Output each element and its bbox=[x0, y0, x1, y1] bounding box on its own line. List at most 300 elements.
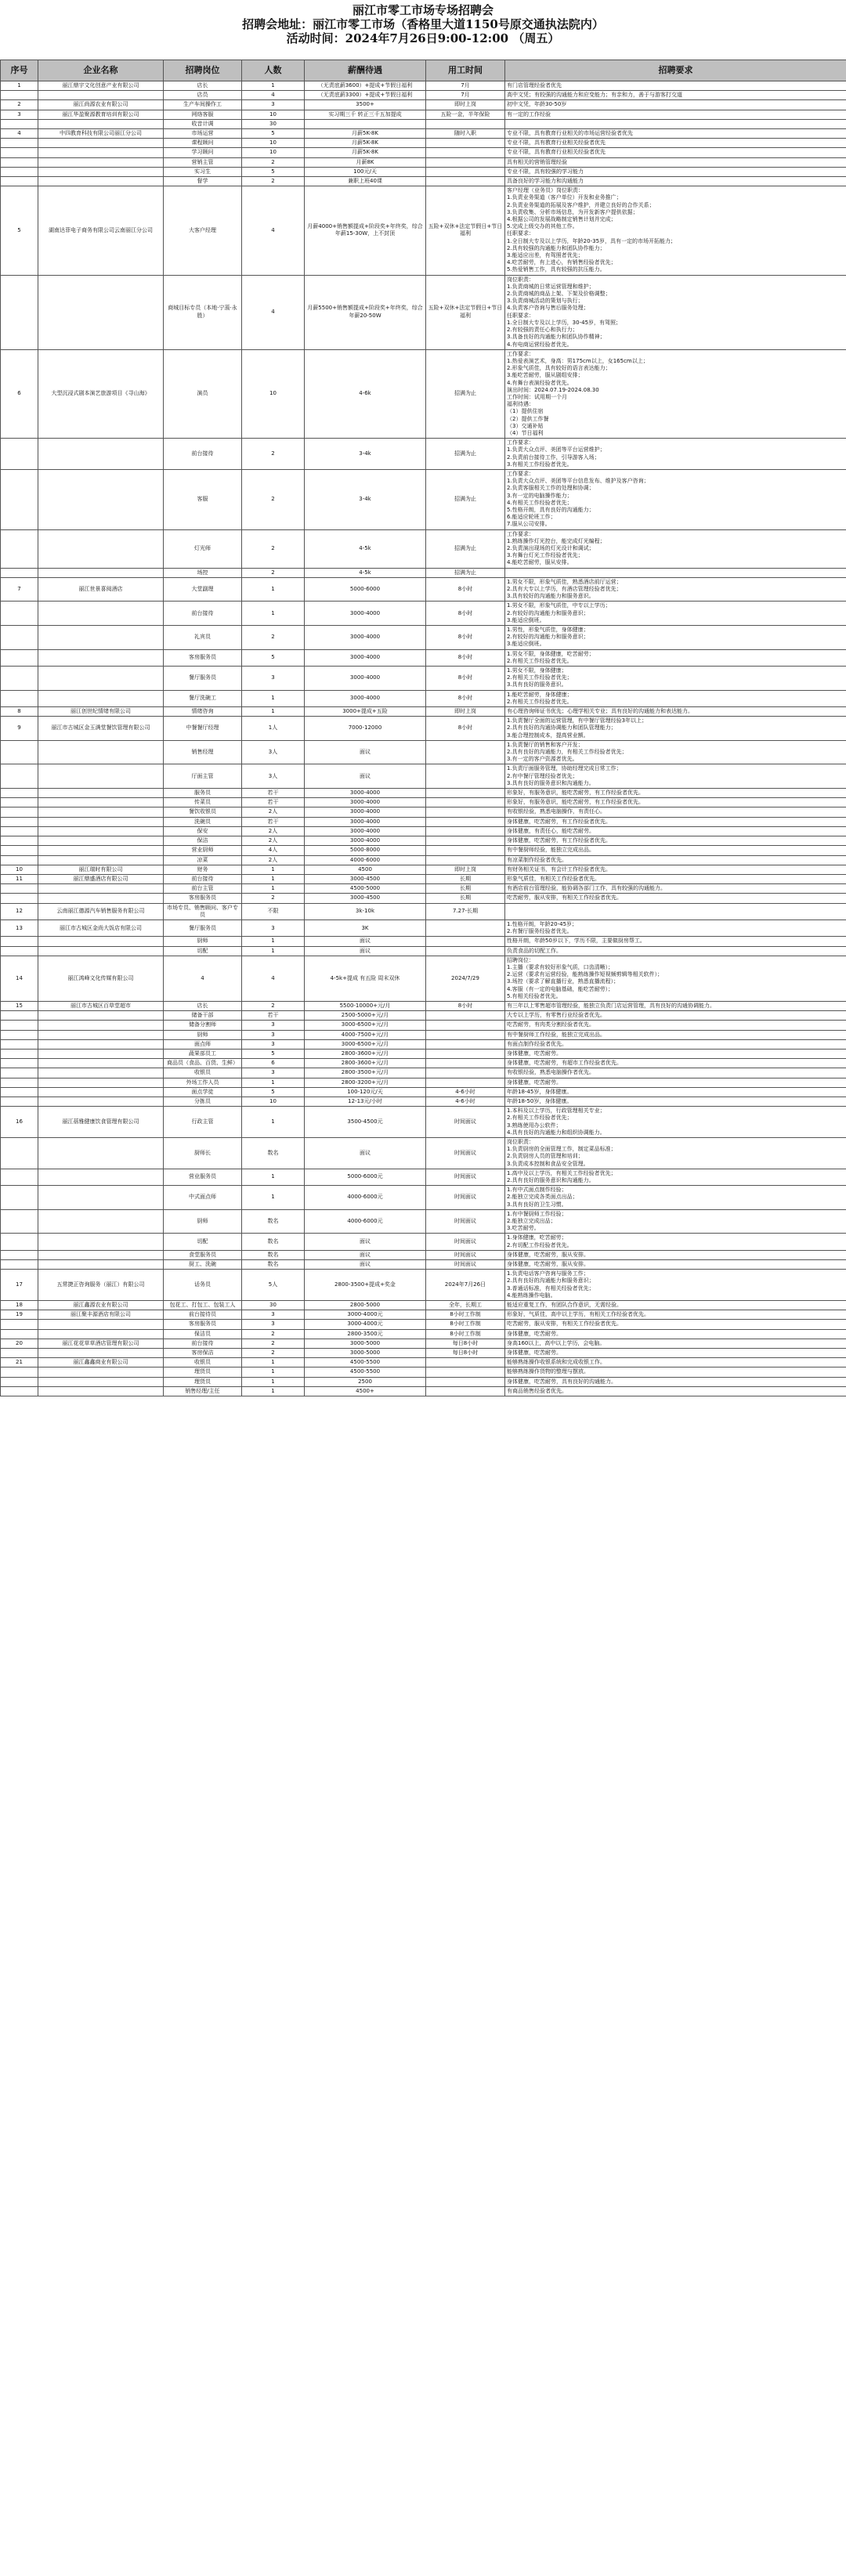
table-row bbox=[1, 707, 846, 717]
cell-count: 若干 bbox=[242, 817, 305, 826]
cell-count: 3人 bbox=[242, 764, 305, 789]
cell-count: 2 bbox=[242, 469, 305, 529]
cell-no bbox=[1, 1349, 38, 1358]
cell-requirements: 形象好，气质佳，高中以上学历，有相关工作经验者优先。 bbox=[505, 1310, 846, 1320]
cell-company bbox=[38, 1039, 164, 1049]
cell-no bbox=[1, 1078, 38, 1087]
jobs-table bbox=[0, 60, 846, 1396]
table-row bbox=[1, 1301, 846, 1310]
cell-time: 时间面议 bbox=[426, 1107, 505, 1138]
cell-count: 2人 bbox=[242, 807, 305, 817]
table-row bbox=[1, 789, 846, 798]
cell-job: 理货员 bbox=[164, 1367, 242, 1377]
cell-job: 客房服务员 bbox=[164, 1320, 242, 1329]
cell-no bbox=[1, 275, 38, 349]
cell-company: 丽江市古城区金尚大饭店有限公司 bbox=[38, 919, 164, 936]
table-row bbox=[1, 469, 846, 529]
cell-company bbox=[38, 1078, 164, 1087]
cell-no bbox=[1, 1097, 38, 1106]
cell-job: 理货员 bbox=[164, 1377, 242, 1386]
cell-no bbox=[1, 529, 38, 568]
cell-company bbox=[38, 1087, 164, 1097]
cell-salary: 面议 bbox=[305, 1260, 426, 1270]
cell-count: 数名 bbox=[242, 1260, 305, 1270]
cell-salary: 3000-4000 bbox=[305, 626, 426, 650]
cell-time bbox=[426, 946, 505, 956]
table-row bbox=[1, 186, 846, 275]
cell-time bbox=[426, 740, 505, 764]
cell-salary: 3000-4000 bbox=[305, 789, 426, 798]
table-row bbox=[1, 717, 846, 741]
cell-requirements: 1.男性，形象气质佳，身体健康； 2.有较好的沟通能力和服务意识； 3.能适应倒班。 bbox=[505, 626, 846, 650]
cell-requirements: 身体健康，吃苦耐劳，服从安排。 bbox=[505, 1260, 846, 1270]
cell-count: 1 bbox=[242, 937, 305, 946]
cell-salary: 3-4k bbox=[305, 469, 426, 529]
table-row bbox=[1, 1087, 846, 1097]
cell-job: 厅面主管 bbox=[164, 764, 242, 789]
cell-count: 1 bbox=[242, 707, 305, 717]
cell-company bbox=[38, 1329, 164, 1339]
cell-requirements: 吃苦耐劳，有肉类分割经验者优先。 bbox=[505, 1021, 846, 1030]
cell-salary: 4000-7500+元/月 bbox=[305, 1030, 426, 1039]
cell-company: 丽江蓓雅健康饮食管理有限公司 bbox=[38, 1107, 164, 1138]
cell-time bbox=[426, 807, 505, 817]
cell-company bbox=[38, 798, 164, 807]
cell-job: 客房服务员 bbox=[164, 894, 242, 903]
cell-requirements: 1.能吃苦耐劳，身体健康； 2.有相关工作经验者优先。 bbox=[505, 690, 846, 706]
cell-time: 8小时工作制 bbox=[426, 1320, 505, 1329]
cell-time bbox=[426, 1386, 505, 1396]
cell-time: 2024年7月26日 bbox=[426, 1270, 505, 1301]
cell-company bbox=[38, 1386, 164, 1396]
table-row bbox=[1, 874, 846, 883]
cell-time: 4-6小时 bbox=[426, 1087, 505, 1097]
cell-requirements: 有一定的工作经验 bbox=[505, 110, 846, 119]
cell-no: 4 bbox=[1, 129, 38, 139]
cell-time: 8小时 bbox=[426, 649, 505, 666]
table-row bbox=[1, 91, 846, 100]
cell-time: 时间面议 bbox=[426, 1260, 505, 1270]
cell-requirements: 身体健康，吃苦耐劳，有工作经验者优先。 bbox=[505, 817, 846, 826]
cell-company bbox=[38, 275, 164, 349]
cell-time bbox=[426, 1068, 505, 1078]
cell-no: 7 bbox=[1, 577, 38, 602]
fair-location: 招聘会地址：丽江市零工市场（香格里大道1150号原交通执法院内） bbox=[242, 17, 604, 31]
table-row bbox=[1, 1386, 846, 1396]
cell-no bbox=[1, 439, 38, 470]
table-row bbox=[1, 946, 846, 956]
table-row bbox=[1, 110, 846, 119]
cell-company bbox=[38, 626, 164, 650]
table-row bbox=[1, 667, 846, 691]
cell-salary: 2800-3200+元/月 bbox=[305, 1078, 426, 1087]
cell-count: 不限 bbox=[242, 903, 305, 919]
cell-job: 客服 bbox=[164, 469, 242, 529]
cell-company bbox=[38, 1138, 164, 1169]
cell-count: 2 bbox=[242, 157, 305, 167]
cell-requirements: 身体健康，吃苦耐劳。 bbox=[505, 1049, 846, 1058]
cell-job: 销售经理 bbox=[164, 740, 242, 764]
cell-count: 4 bbox=[242, 186, 305, 275]
cell-no bbox=[1, 1059, 38, 1068]
cell-job: 中式面点师 bbox=[164, 1186, 242, 1210]
cell-time: 每日8小时 bbox=[426, 1339, 505, 1348]
table-body bbox=[1, 81, 846, 1396]
table-row bbox=[1, 568, 846, 577]
cell-job: 灯光师 bbox=[164, 529, 242, 568]
cell-no bbox=[1, 1030, 38, 1039]
cell-job: 客房服务员 bbox=[164, 649, 242, 666]
table-row bbox=[1, 275, 846, 349]
page-title: 丽江市零工市场专场招聘会 bbox=[352, 3, 494, 17]
cell-company: 丽江聚丰源酒店有限公司 bbox=[38, 1310, 164, 1320]
cell-job: 商城目标专员（本地·宁蒗·永胜） bbox=[164, 275, 242, 349]
cell-requirements: 有酒店前台管理经验，能协调各部门工作，具有较强的沟通能力。 bbox=[505, 884, 846, 894]
cell-salary: 月薪8K bbox=[305, 157, 426, 167]
cell-job: 大客户经理 bbox=[164, 186, 242, 275]
table-row bbox=[1, 1030, 846, 1039]
cell-count: 若干 bbox=[242, 789, 305, 798]
cell-no bbox=[1, 1087, 38, 1097]
cell-requirements: 能够熟练操作货物的整理与摆放。 bbox=[505, 1367, 846, 1377]
cell-salary: 2500 bbox=[305, 1377, 426, 1386]
cell-job: 收音计调 bbox=[164, 119, 242, 128]
cell-count: 3 bbox=[242, 919, 305, 936]
cell-salary: 面议 bbox=[305, 1250, 426, 1259]
cell-requirements: 1.本科及以上学历，行政管理相关专业； 2.有相关工作经验者优先； 3.熟练使用办公软件； 4.具有良好的沟通能力和组织协调能力。 bbox=[505, 1107, 846, 1138]
cell-company: 丽江花花草草酒店管理有限公司 bbox=[38, 1339, 164, 1348]
cell-salary: 2500-5000+元/月 bbox=[305, 1011, 426, 1021]
cell-job: 厨工、洗碗 bbox=[164, 1260, 242, 1270]
col-header-salary: 薪酬待遇 bbox=[305, 60, 426, 81]
table-row bbox=[1, 129, 846, 139]
cell-salary: 100元/天 bbox=[305, 167, 426, 176]
cell-job: 前台主管 bbox=[164, 884, 242, 894]
cell-requirements: 负责食品的切配工作。 bbox=[505, 946, 846, 956]
cell-count: 1 bbox=[242, 81, 305, 91]
cell-time bbox=[426, 1030, 505, 1039]
table-row bbox=[1, 157, 846, 167]
cell-time bbox=[426, 139, 505, 148]
cell-salary: 12-13元/小时 bbox=[305, 1097, 426, 1106]
cell-company bbox=[38, 1377, 164, 1386]
cell-job: 话务员 bbox=[164, 1270, 242, 1301]
cell-requirements: 身体健康，吃苦耐劳，服从安排。 bbox=[505, 1250, 846, 1259]
cell-requirements: 专业不限，具有教育行业相关经验者优先 bbox=[505, 148, 846, 157]
cell-no bbox=[1, 937, 38, 946]
cell-job: 蔬果部员工 bbox=[164, 1049, 242, 1058]
cell-count: 1 bbox=[242, 1169, 305, 1185]
cell-company bbox=[38, 667, 164, 691]
cell-time: 五险+双休+法定节假日+节日福利 bbox=[426, 275, 505, 349]
cell-company bbox=[38, 1169, 164, 1185]
cell-requirements: 工作要求： 1.负责大众点评、美团等平台运营维护； 2.负责前台接待工作，引导游客入场； 3.有相关工作经验者优先。 bbox=[505, 439, 846, 470]
cell-job: 厨师长 bbox=[164, 1138, 242, 1169]
cell-job: 厨师 bbox=[164, 1030, 242, 1039]
cell-job: 保安 bbox=[164, 826, 242, 836]
cell-salary: 2800-3500元 bbox=[305, 1329, 426, 1339]
cell-no bbox=[1, 1011, 38, 1021]
cell-job: 切配 bbox=[164, 1234, 242, 1250]
cell-count: 1 bbox=[242, 1078, 305, 1087]
cell-no bbox=[1, 764, 38, 789]
cell-no bbox=[1, 148, 38, 157]
table-row bbox=[1, 577, 846, 602]
cell-job: 切配 bbox=[164, 946, 242, 956]
cell-job: 前台接待 bbox=[164, 439, 242, 470]
cell-salary: 3000-4000 bbox=[305, 798, 426, 807]
cell-time bbox=[426, 789, 505, 798]
cell-no: 20 bbox=[1, 1339, 38, 1348]
cell-salary: 4000-6000 bbox=[305, 855, 426, 865]
cell-job: 前台接待 bbox=[164, 1339, 242, 1348]
cell-time: 随时入职 bbox=[426, 129, 505, 139]
cell-count: 2 bbox=[242, 1001, 305, 1010]
table-row bbox=[1, 81, 846, 91]
cell-job: 凉菜 bbox=[164, 855, 242, 865]
table-row bbox=[1, 740, 846, 764]
cell-count: 5 bbox=[242, 129, 305, 139]
cell-time: 即时上岗 bbox=[426, 865, 505, 874]
cell-time bbox=[426, 937, 505, 946]
cell-job: 前台接待 bbox=[164, 602, 242, 626]
cell-count: 1 bbox=[242, 865, 305, 874]
cell-job: 餐厅服务员 bbox=[164, 667, 242, 691]
cell-job: 实习生 bbox=[164, 167, 242, 176]
cell-salary: 月薪5500+销售额提成+阶段奖+年终奖，综合年薪20-50W bbox=[305, 275, 426, 349]
cell-no bbox=[1, 1260, 38, 1270]
cell-requirements: 岗位职责： 1.负责厨房的全面管理工作，制定菜品标准； 2.负责厨房人员的管理和培训； 3.负责成本控制和食品安全管理。 bbox=[505, 1138, 846, 1169]
cell-company bbox=[38, 807, 164, 817]
cell-requirements: 形象气质佳，有相关工作经验者优先。 bbox=[505, 874, 846, 883]
activity-time: 活动时间：2024年7月26日9:00-12:00 （周五） bbox=[286, 31, 560, 45]
cell-requirements: 具有相关的营销管理经验 bbox=[505, 157, 846, 167]
cell-time: 即时上岗 bbox=[426, 707, 505, 717]
cell-count: 10 bbox=[242, 148, 305, 157]
cell-company bbox=[38, 148, 164, 157]
cell-job: 营销主管 bbox=[164, 157, 242, 167]
cell-requirements: 有中餐厨师工作经验，能独立完成出品。 bbox=[505, 1030, 846, 1039]
cell-count: 30 bbox=[242, 1301, 305, 1310]
cell-salary: 4000-6000元 bbox=[305, 1209, 426, 1234]
col-header-count: 人数 bbox=[242, 60, 305, 81]
cell-requirements: 1.男女不限，身体健康； 2.有相关工作经验者优先； 3.具有良好的服务意识。 bbox=[505, 667, 846, 691]
table-row bbox=[1, 798, 846, 807]
cell-time: 8小时 bbox=[426, 1001, 505, 1010]
cell-company bbox=[38, 1021, 164, 1030]
cell-salary: 3500-4500元 bbox=[305, 1107, 426, 1138]
cell-job: 餐饮收银员 bbox=[164, 807, 242, 817]
table-row bbox=[1, 1209, 846, 1234]
cell-count: 1 bbox=[242, 884, 305, 894]
cell-job: 督学 bbox=[164, 177, 242, 186]
table-row bbox=[1, 1260, 846, 1270]
table-row bbox=[1, 1001, 846, 1010]
table-row bbox=[1, 1339, 846, 1348]
sheet-header bbox=[0, 0, 846, 60]
cell-no bbox=[1, 1234, 38, 1250]
cell-count: 10 bbox=[242, 1097, 305, 1106]
cell-salary: 3000-4000元 bbox=[305, 1310, 426, 1320]
cell-requirements: 专业不限，具有教育行业相关经验者优先 bbox=[505, 139, 846, 148]
cell-no bbox=[1, 846, 38, 855]
cell-time: 长期 bbox=[426, 884, 505, 894]
cell-requirements bbox=[505, 903, 846, 919]
col-header-no: 序号 bbox=[1, 60, 38, 81]
cell-time: 2024/7/29 bbox=[426, 956, 505, 1001]
cell-no bbox=[1, 626, 38, 650]
cell-requirements: 能适应重复工作，有团队合作意识，无需经验。 bbox=[505, 1301, 846, 1310]
cell-job: 储备分割师 bbox=[164, 1021, 242, 1030]
table-row bbox=[1, 1186, 846, 1210]
table-row bbox=[1, 626, 846, 650]
cell-count: 3 bbox=[242, 100, 305, 110]
cell-requirements: 工作要求： 1.熟练操作灯光控台，能完成灯光编程； 2.负责演出现场的灯光设计和调试； 3.有舞台灯光工作经验者优先； 4.能吃苦耐劳，服从安排。 bbox=[505, 529, 846, 568]
cell-count: 5 bbox=[242, 167, 305, 176]
cell-requirements: 客户经理（业务员）岗位职责： 1.负责业务渠道（客户单位）开发和业务推广； 2.负责业务渠道的拓展及客户维护，并建立良好的合作关系； 3.负责收集、分析市场信息，为开发新客户提供依据； 4.根据公司的发展战略制定销售计划并完成； 5.完成上级交办的其他工作。 任职要求： 1.全日制大专及以上学历，年龄20-35岁，具有一定的市场开拓能力； 2.具有较强的沟通能力和团队协作能力； 3.能适应出差，有驾照者优先； 4.吃苦耐劳，有上进心，有销售经验者优先； 5.热爱销售工作，具有较强的抗压能力。 bbox=[505, 186, 846, 275]
table-row bbox=[1, 1250, 846, 1259]
cell-salary: 4500 bbox=[305, 865, 426, 874]
cell-salary: 面议 bbox=[305, 1138, 426, 1169]
cell-time: 每日8小时 bbox=[426, 1349, 505, 1358]
cell-job: 保洁员 bbox=[164, 1329, 242, 1339]
cell-salary: 3000-4500 bbox=[305, 874, 426, 883]
cell-company bbox=[38, 1049, 164, 1058]
cell-requirements: 1.男女不限，形象气质佳，熟悉酒店前厅运营； 2.具有大专以上学历，有酒店管理经验者优先； 3.具有较好的沟通能力和服务意识。 bbox=[505, 577, 846, 602]
table-row bbox=[1, 817, 846, 826]
cell-company bbox=[38, 1367, 164, 1377]
cell-count: 2人 bbox=[242, 855, 305, 865]
cell-job: 营业服务员 bbox=[164, 1169, 242, 1185]
cell-no bbox=[1, 789, 38, 798]
cell-count: 2 bbox=[242, 177, 305, 186]
cell-company bbox=[38, 177, 164, 186]
cell-no bbox=[1, 602, 38, 626]
cell-requirements: 身高160以上，高中以上学历，会电脑。 bbox=[505, 1339, 846, 1348]
cell-time: 7.27-长期 bbox=[426, 903, 505, 919]
table-row bbox=[1, 956, 846, 1001]
cell-time: 五险+双休+法定节假日+节日福利 bbox=[426, 186, 505, 275]
cell-company bbox=[38, 602, 164, 626]
table-row bbox=[1, 836, 846, 846]
cell-requirements: 有心理咨询师证书优先；心理学相关专业；具有良好的沟通能力和表达能力。 bbox=[505, 707, 846, 717]
cell-time: 7月 bbox=[426, 81, 505, 91]
cell-salary: 4-5k bbox=[305, 529, 426, 568]
cell-job: 面点师 bbox=[164, 1039, 242, 1049]
cell-company bbox=[38, 157, 164, 167]
table-row bbox=[1, 602, 846, 626]
cell-count: 2 bbox=[242, 529, 305, 568]
cell-requirements: 身体健康，吃苦耐劳。 bbox=[505, 1078, 846, 1087]
cell-requirements: 岗位职责： 1.负责商城的日常运营管理和维护； 2.负责商城的商品上架、下架及价格调整； 3.负责商城活动的策划与执行； 4.负责客户咨询与售后服务处理； 任职要求： 1.全日制大专及以上学历，30-45岁，有驾照； 2.有较强的责任心和执行力； 3.具备良好的沟通能力和团队协作精神； 4.有电商运营经验者优先。 bbox=[505, 275, 846, 349]
cell-job: 食堂服务员 bbox=[164, 1250, 242, 1259]
cell-requirements: 吃苦耐劳，服从安排，有相关工作经验者优先。 bbox=[505, 1320, 846, 1329]
cell-no bbox=[1, 1138, 38, 1169]
cell-no: 14 bbox=[1, 956, 38, 1001]
cell-job: 中餐餐厅经理 bbox=[164, 717, 242, 741]
cell-count: 4 bbox=[242, 275, 305, 349]
cell-job: 大堂副理 bbox=[164, 577, 242, 602]
cell-job: 商品员（食品、百货、生鲜） bbox=[164, 1059, 242, 1068]
cell-requirements: 大专以上学历，有零售行业经验者优先。 bbox=[505, 1011, 846, 1021]
cell-salary: （无责底薪3600）+提成+节假日福利 bbox=[305, 81, 426, 91]
cell-salary: 月薪5K-8K bbox=[305, 139, 426, 148]
table-row bbox=[1, 690, 846, 706]
cell-time: 8小时 bbox=[426, 667, 505, 691]
cell-company bbox=[38, 1320, 164, 1329]
cell-requirements bbox=[505, 119, 846, 128]
cell-company: 丽江鑫鑫商业有限公司 bbox=[38, 1358, 164, 1367]
table-row bbox=[1, 1349, 846, 1358]
cell-salary: 7000-12000 bbox=[305, 717, 426, 741]
cell-time bbox=[426, 1011, 505, 1021]
table-row bbox=[1, 1270, 846, 1301]
cell-count: 3 bbox=[242, 1030, 305, 1039]
cell-salary: 4500+ bbox=[305, 1386, 426, 1396]
table-row bbox=[1, 807, 846, 817]
cell-time: 全年，长期工 bbox=[426, 1301, 505, 1310]
cell-no bbox=[1, 1386, 38, 1396]
cell-count: 3 bbox=[242, 667, 305, 691]
cell-count: 3 bbox=[242, 1310, 305, 1320]
table-row bbox=[1, 529, 846, 568]
cell-no bbox=[1, 91, 38, 100]
table-row bbox=[1, 1377, 846, 1386]
cell-no bbox=[1, 740, 38, 764]
cell-time bbox=[426, 1059, 505, 1068]
cell-count: 10 bbox=[242, 110, 305, 119]
col-header-job: 招聘岗位 bbox=[164, 60, 242, 81]
cell-count: 若干 bbox=[242, 798, 305, 807]
cell-requirements: 1.负责餐厅全面的运营管理，有中餐厅管理经验3年以上； 2.具有良好的沟通协调能力和团队管理能力； 3.能合理控制成本，提高营业额。 bbox=[505, 717, 846, 741]
cell-time: 招满为止 bbox=[426, 439, 505, 470]
cell-company bbox=[38, 1059, 164, 1068]
table-row bbox=[1, 167, 846, 176]
cell-company: 云南丽江德源汽车销售服务有限公司 bbox=[38, 903, 164, 919]
cell-job: 厨师 bbox=[164, 1209, 242, 1234]
cell-salary: 3K bbox=[305, 919, 426, 936]
cell-time: 8小时 bbox=[426, 602, 505, 626]
table-row bbox=[1, 119, 846, 128]
cell-time bbox=[426, 846, 505, 855]
cell-company bbox=[38, 568, 164, 577]
cell-salary: 5500-10000+元/月 bbox=[305, 1001, 426, 1010]
cell-company bbox=[38, 740, 164, 764]
cell-job: 面点学徒 bbox=[164, 1087, 242, 1097]
table-row bbox=[1, 1097, 846, 1106]
cell-no: 19 bbox=[1, 1310, 38, 1320]
cell-salary: 4-5k+提成 有五险 周末双休 bbox=[305, 956, 426, 1001]
cell-salary: 3000-5000 bbox=[305, 1349, 426, 1358]
table-row bbox=[1, 177, 846, 186]
cell-job: 前台接待员 bbox=[164, 1310, 242, 1320]
table-row bbox=[1, 1011, 846, 1021]
cell-job: 厨师 bbox=[164, 937, 242, 946]
cell-job: 客房保洁 bbox=[164, 1349, 242, 1358]
cell-company bbox=[38, 91, 164, 100]
cell-time: 8小时 bbox=[426, 626, 505, 650]
cell-count: 1人 bbox=[242, 717, 305, 741]
cell-no bbox=[1, 568, 38, 577]
cell-time bbox=[426, 798, 505, 807]
cell-time bbox=[426, 919, 505, 936]
cell-count: 2 bbox=[242, 1339, 305, 1348]
cell-no bbox=[1, 807, 38, 817]
cell-salary: 3000-4000 bbox=[305, 826, 426, 836]
cell-time: 招满为止 bbox=[426, 469, 505, 529]
cell-time: 8小时 bbox=[426, 717, 505, 741]
cell-no: 5 bbox=[1, 186, 38, 275]
